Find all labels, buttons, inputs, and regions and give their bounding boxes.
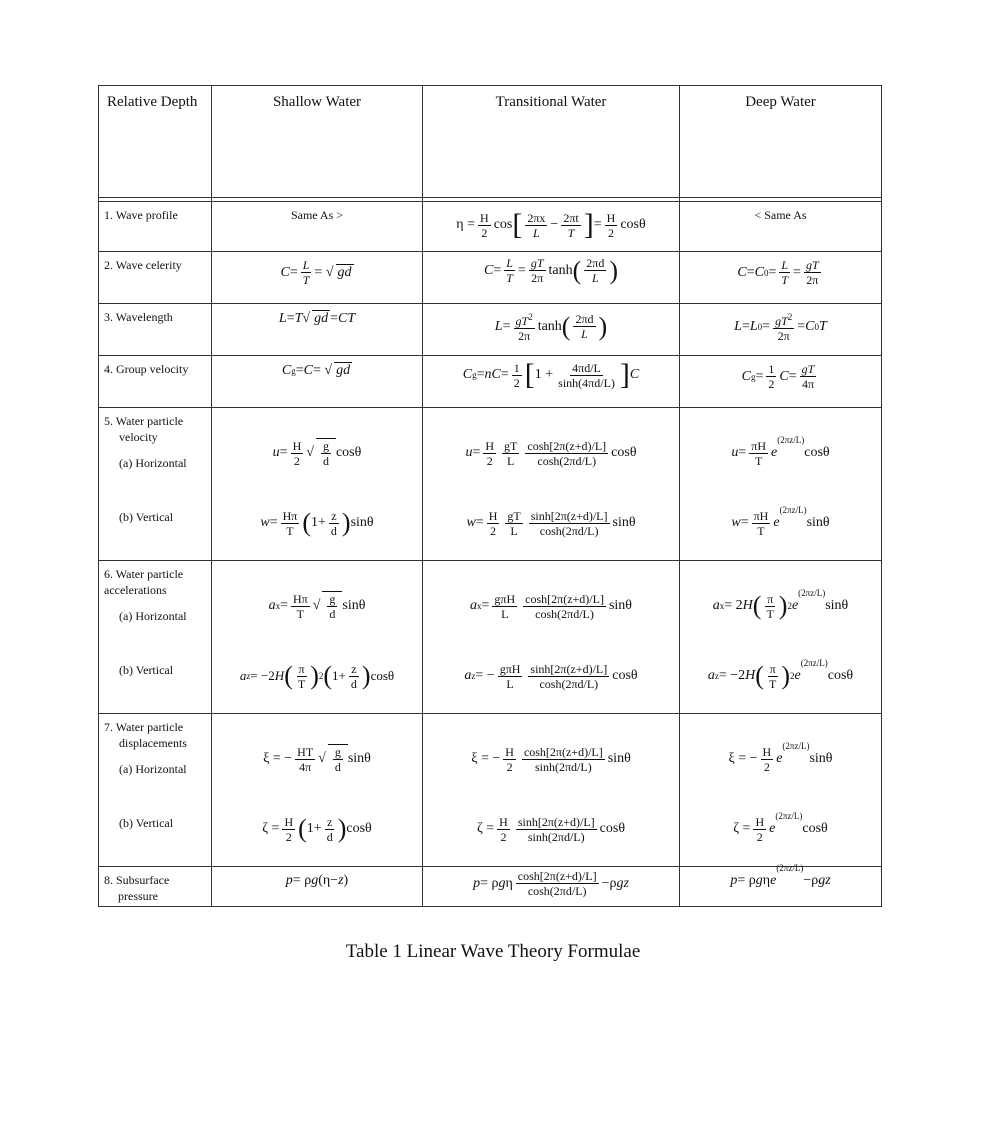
shallow-wavelength: L = T √ gd = CT — [212, 304, 423, 356]
shallow-particle-velocity: u = $\frac{H}{2}$ √ $\frac{g}{d}$ cosθ w = $\frac{H\pi}{T}$ ( 1+ $\frac{z}{d}$ ) sinθ — [212, 408, 423, 561]
label-subsurface-pressure — [99, 867, 212, 907]
label-velocity-horizontal: (a) Horizontal — [119, 456, 187, 470]
label-velocity-vertical: (b) Vertical — [119, 510, 174, 524]
row-particle-velocity — [99, 408, 882, 561]
header-shallow-water: Shallow Water — [212, 86, 423, 198]
row-particle-accelerations — [99, 561, 882, 714]
label-particle-velocity-line1: 5. Water particle — [104, 414, 184, 428]
header-transitional-water: Transitional Water — [423, 86, 680, 198]
label-particle-accelerations-line2: accelerations — [104, 583, 167, 597]
transitional-wavelength: L = $\frac{gT^2}{2\pi}$ tanh ( $\frac{2\pi d}{L}$ ) — [423, 304, 680, 356]
deep-particle-displacements: ξ = − $\frac{H}{2}$ e (2πz/L) sinθ ζ = $\frac{H}{2}$ e (2πz/L) cosθ — [680, 714, 882, 867]
transitional-wave-profile: η = $\frac{H}{2}$ cos [ $\frac{2\pi x}{L}$ − $\frac{2\pi t}{T}$ ] = $\frac{H}{2}$ cosθ — [423, 202, 680, 252]
label-particle-velocity-line2: velocity — [119, 430, 158, 444]
row-wavelength — [99, 304, 882, 356]
shallow-particle-displacements: ξ = − $\frac{HT}{4\pi}$ √ $\frac{g}{d}$ sinθ ζ = $\frac{H}{2}$ ( 1+ $\frac{z}{d}$ ) cosθ — [212, 714, 423, 867]
deep-particle-accelerations: a x = 2 H ( $\frac{\pi}{T}$ ) 2 e (2πz/L) sinθ a z = −2 H ( $\frac{\pi}{T}$ ) 2 e (2πz/L) cosθ — [680, 561, 882, 714]
shallow-subsurface-pressure: p = ρ g (η− z ) — [212, 867, 423, 907]
deep-particle-velocity: u = $\frac{\pi H}{T}$ e (2πz/L) cosθ w = $\frac{\pi H}{T}$ e (2πz/L) sinθ — [680, 408, 882, 561]
row-group-velocity — [99, 356, 882, 408]
row-subsurface-pressure — [99, 867, 882, 907]
table-caption: Table 1 Linear Wave Theory Formulae — [345, 941, 641, 962]
shallow-group-velocity: C g = C = √ gd — [212, 356, 423, 408]
header-row — [99, 86, 882, 198]
header-relative-depth: Relative Depth — [99, 86, 212, 198]
label-wavelength: 3. Wavelength — [99, 304, 212, 356]
label-particle-displacements-line1: 7. Water particle — [104, 720, 184, 734]
label-wave-profile: 1. Wave profile — [99, 202, 212, 252]
row-wave-celerity — [99, 252, 882, 304]
deep-wavelength: L = L 0 = $\frac{gT^2}{2\pi}$ = C 0 T — [680, 304, 882, 356]
label-particle-displacements — [99, 714, 212, 867]
transitional-particle-accelerations: a x = $\frac{\text{gπH}}{L}$ $\frac{\cosh[2\pi(z+d)/L]}{\cosh(2\pi d/L)}$ sinθ a z = − $\frac{\text{gπH}}{L}$ $\frac{\sinh[2\pi(z+d)/L]}{\cosh(2\pi d/L)}$ cosθ — [423, 561, 680, 714]
label-displacement-horizontal: (a) Horizontal — [119, 762, 187, 776]
transitional-subsurface-pressure: p = ρ g η $\frac{\cosh[2\pi(z+d)/L]}{\cosh(2\pi d/L)}$ −ρ gz — [423, 867, 680, 907]
label-subsurface-pressure-line1: 8. Subsurface — [104, 873, 170, 887]
deep-wave-profile: < Same As — [680, 202, 882, 252]
shallow-wave-profile: Same As > — [212, 202, 423, 252]
transitional-group-velocity: C g = nC = $\frac{1}{2}$ [ 1 + $\frac{4\pi d/L}{\sinh(4\pi d/L)}$ ] C — [423, 356, 680, 408]
shallow-particle-accelerations: a x = $\frac{H\pi}{T}$ √ $\frac{g}{d}$ sinθ a z = −2 H ( $\frac{\pi}{T}$ ) 2 ( 1+ $\frac{z}{d}$ ) cosθ — [212, 561, 423, 714]
label-group-velocity: 4. Group velocity — [99, 356, 212, 408]
shallow-wave-celerity: C = $\frac{L}{T}$ = √ gd — [212, 252, 423, 304]
label-acceleration-horizontal: (a) Horizontal — [119, 609, 187, 623]
row-particle-displacements — [99, 714, 882, 867]
label-wave-celerity: 2. Wave celerity — [99, 252, 212, 304]
transitional-particle-velocity: u = $\frac{H}{2}$ $\frac{gT}{L}$ $\frac{\cosh[2\pi(z+d)/L]}{\cosh(2\pi d/L)}$ cosθ w = $\frac{H}{2}$ $\frac{gT}{L}$ $\frac{\sinh[2\pi(z+d)/L]}{\cosh(2\pi d/L)}$ sinθ — [423, 408, 680, 561]
label-particle-velocity — [99, 408, 212, 561]
header-deep-water: Deep Water — [680, 86, 882, 198]
transitional-wave-celerity: C = $\frac{L}{T}$ = $\frac{gT}{2\pi}$ tanh ( $\frac{2\pi d}{L}$ ) — [423, 252, 680, 304]
deep-wave-celerity: C = C 0 = $\frac{L}{T}$ = $\frac{gT}{2\pi}$ — [680, 252, 882, 304]
label-subsurface-pressure-line2: pressure — [118, 889, 158, 903]
label-acceleration-vertical: (b) Vertical — [119, 663, 174, 677]
wave-theory-table — [98, 85, 882, 907]
deep-group-velocity: C g = $\frac{1}{2}$ C = $\frac{gT}{4\pi}$ — [680, 356, 882, 408]
row-wave-profile — [99, 202, 882, 252]
label-particle-accelerations — [99, 561, 212, 714]
label-displacement-vertical: (b) Vertical — [119, 816, 174, 830]
label-particle-accelerations-line1: 6. Water particle — [104, 567, 184, 581]
label-particle-displacements-line2: displacements — [119, 736, 187, 750]
deep-subsurface-pressure: p = ρ g η e (2πz/L) −ρ gz — [680, 867, 882, 907]
transitional-particle-displacements: ξ = − $\frac{H}{2}$ $\frac{\cosh[2\pi(z+d)/L]}{\sinh(2\pi d/L)}$ sinθ ζ = $\frac{H}{2}$ $\frac{\sinh[2\pi(z+d)/L]}{\sinh(2\pi d/L)}$ cosθ — [423, 714, 680, 867]
